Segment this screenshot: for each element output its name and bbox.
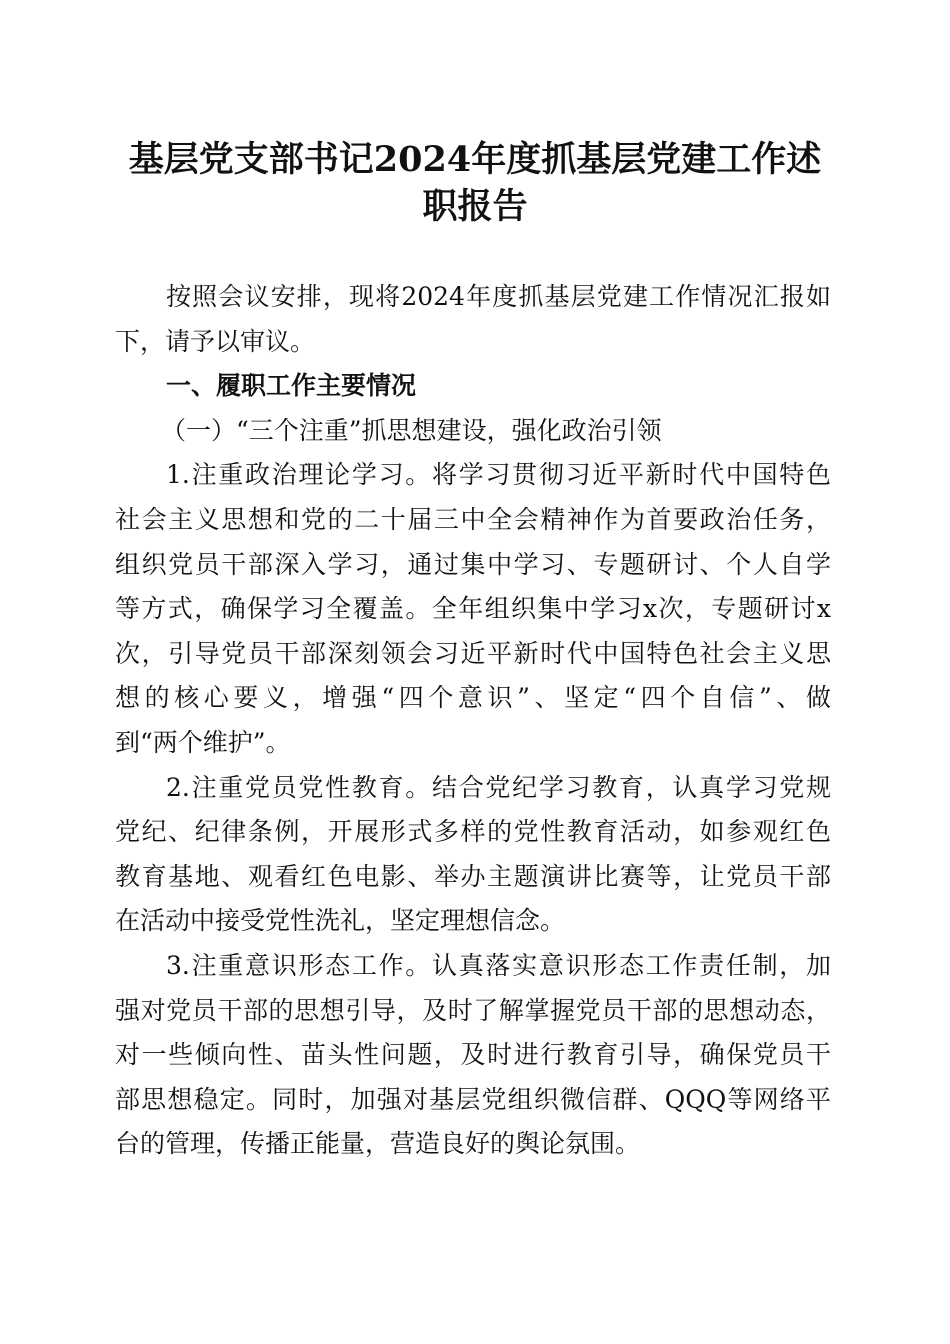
text-line: 按照会议安排，现将2024年度抓基层党建工作情况汇报如: [166, 282, 831, 311]
text-line: 1.注重政治理论学习。将学习贯彻习近平新时代中国特色: [166, 460, 831, 490]
text-line: 3.注重意识形态工作。认真落实意识形态工作责任制，加: [166, 950, 831, 980]
text-line: 等方式，确保学习全覆盖。全年组织集中学习x次，专题研讨x: [115, 594, 831, 624]
subsection-heading: （一）“三个注重”抓思想建设，强化政治引领: [161, 415, 662, 445]
text-line: 2.注重党员党性教育。结合党纪学习教育，认真学习党规: [166, 772, 831, 802]
text-line: 教育基地、观看红色电影、举办主题演讲比赛等，让党员干部: [115, 861, 831, 891]
text-line: 党纪、纪律条例，开展形式多样的党性教育活动，如参观红色: [115, 817, 831, 847]
document-title: [0, 136, 950, 230]
section-heading: 一、履职工作主要情况: [166, 371, 417, 401]
text-line: 组织党员干部深入学习，通过集中学习、专题研讨、个人自学: [115, 549, 831, 579]
text-line: 想的核心要义，增强“四个意识”、坚定“四个自信”、做: [115, 683, 831, 713]
title-line: 职报告: [422, 186, 528, 227]
title-line: 基层党支部书记2024年度抓基层党建工作述: [128, 139, 822, 180]
text-line: 下，请予以审议。: [115, 326, 316, 356]
text-line: 社会主义思想和党的二十届三中全会精神作为首要政治任务，: [115, 504, 831, 534]
text-line: 在活动中接受党性洗礼，坚定理想信念。: [115, 906, 566, 936]
paragraph-2: [115, 766, 831, 944]
intro-paragraph: [115, 275, 831, 364]
text-line: 到“两个维护”。: [115, 727, 291, 757]
paragraph-1: [115, 453, 831, 765]
text-line: 对一些倾向性、苗头性问题，及时进行教育引导，确保党员干: [115, 1040, 831, 1070]
document-body: [115, 275, 831, 1167]
paragraph-3: [115, 944, 831, 1167]
text-line: 强对党员干部的思想引导，及时了解掌握党员干部的思想动态，: [115, 995, 831, 1025]
text-line: 台的管理，传播正能量，营造良好的舆论氛围。: [115, 1129, 641, 1159]
text-line: 部思想稳定。同时，加强对基层党组织微信群、QQQ等网络平: [115, 1084, 831, 1114]
text-line: 次，引导党员干部深刻领会习近平新时代中国特色社会主义思: [115, 638, 831, 668]
